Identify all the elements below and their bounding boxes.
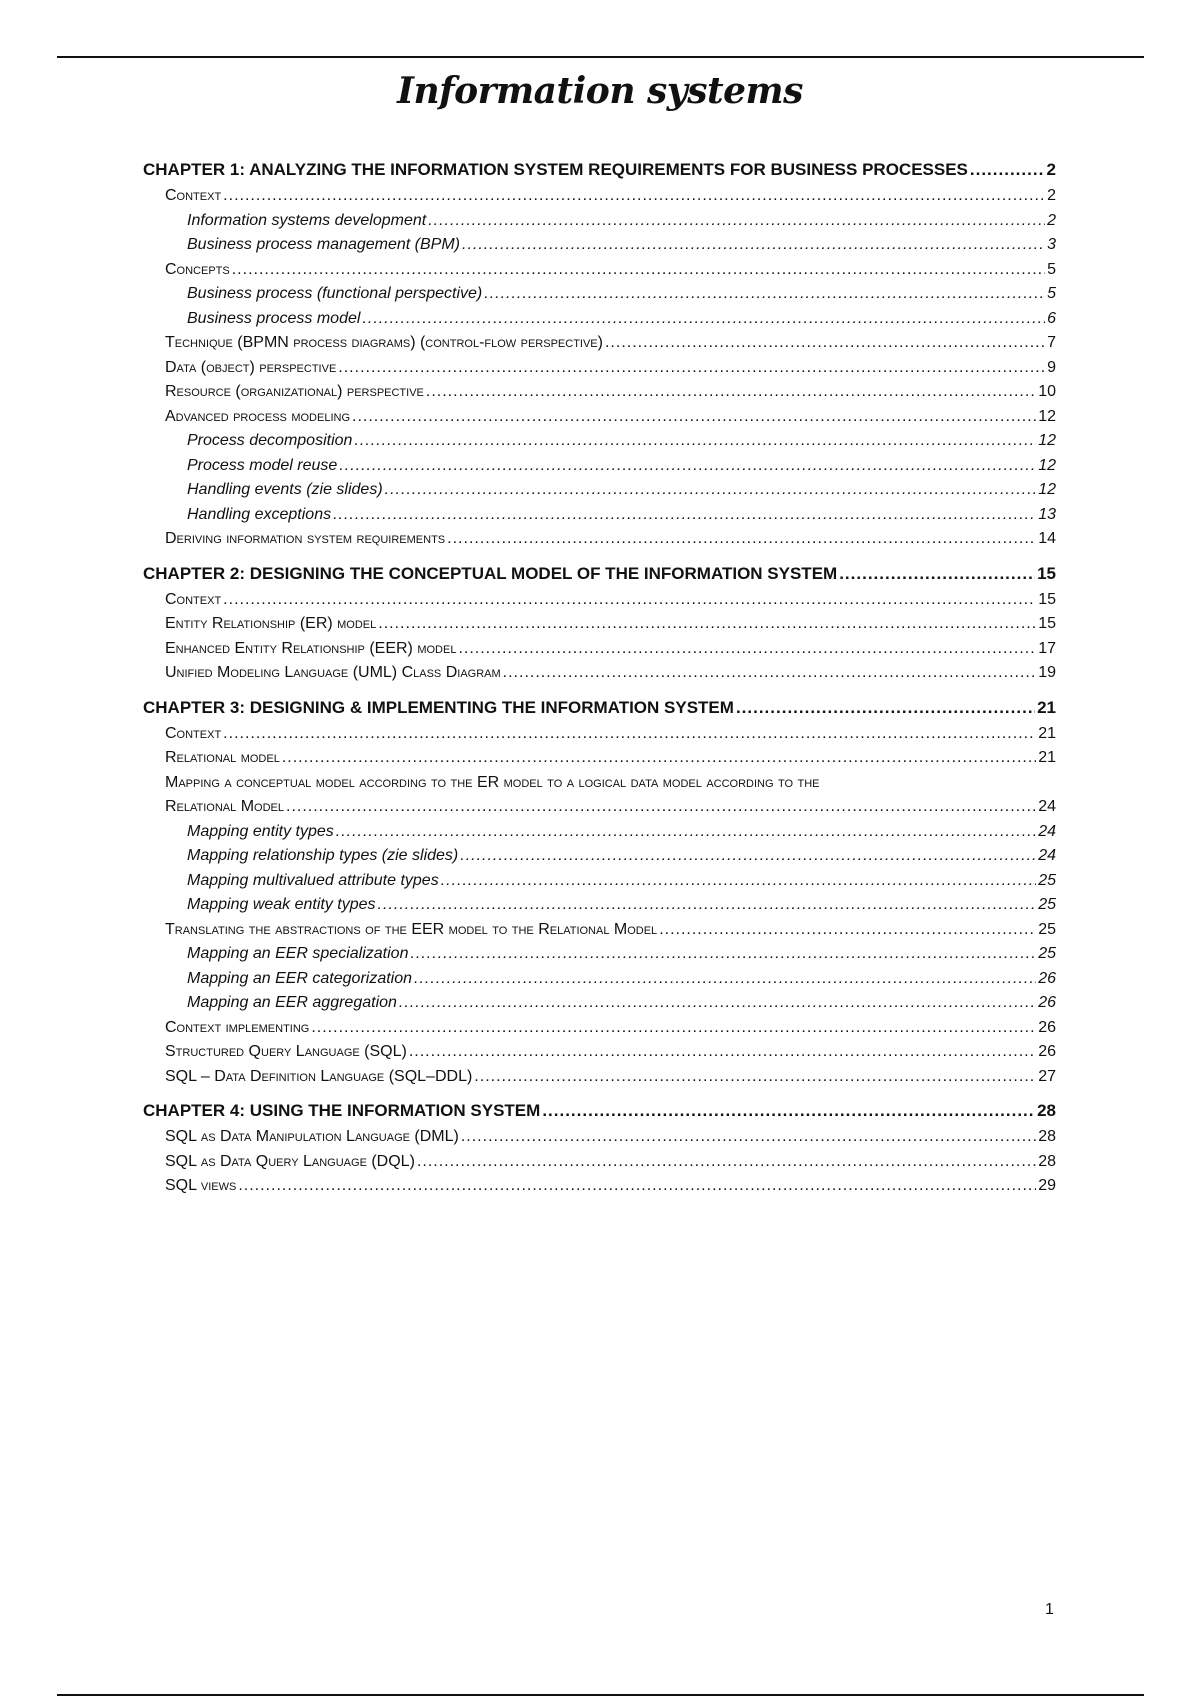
toc-entry[interactable] [143,184,1056,209]
toc-leader [338,356,1045,381]
toc-page: 5 [1047,285,1056,302]
toc-page: 15 [1038,590,1056,608]
toc-entry[interactable] [143,258,1056,283]
toc-chapter-3[interactable] [143,693,1056,722]
toc-label: Mapping entity types [187,822,334,840]
toc-entry[interactable] [143,1125,1056,1150]
toc-label: SQL – Data Definition Language (SQL–DDL) [165,1067,473,1085]
toc-subentry[interactable] [143,991,1056,1016]
toc-leader [417,1150,1036,1175]
toc-label: Entity Relationship (ER) model [165,615,377,632]
toc-label: Business process (functional perspective) [187,285,483,302]
toc-page: 5 [1047,260,1056,278]
toc-label: Mapping an EER specialization [187,945,409,962]
toc-page: 24 [1038,822,1056,840]
toc-label: CHAPTER 3: DESIGNING & IMPLEMENTING THE INFORMATION SYSTEM [143,697,734,717]
toc-leader [399,991,1036,1016]
toc-label: Advanced process modeling [165,407,350,425]
toc-leader [352,405,1036,430]
toc-page: 24 [1038,847,1056,864]
toc-leader [238,1174,1036,1199]
toc-entry[interactable] [143,405,1056,430]
toc-page: 26 [1038,1018,1056,1036]
toc-page: 21 [1037,697,1056,717]
toc-subentry[interactable] [143,454,1056,479]
toc-page: 7 [1047,334,1056,351]
toc-label: Translating the abstractions of the EER model to the Relational Model [165,920,658,938]
toc-label: Mapping multivalued attribute types [187,871,439,889]
toc-label: Business process management (BPM) [187,236,460,253]
toc-page: 25 [1038,945,1056,962]
toc-page: 15 [1037,563,1056,583]
toc-label: Concepts [165,260,230,278]
toc-page: 2 [1046,160,1056,179]
toc-label: SQL as Data Manipulation Language (DML) [165,1128,459,1145]
toc-label: Handling exceptions [187,505,332,523]
toc-entry[interactable] [143,588,1056,613]
toc-label: Structured Query Language (SQL) [165,1043,407,1060]
toc-leader [378,893,1037,918]
toc-page: 21 [1038,724,1056,742]
toc-leader [333,503,1036,528]
toc-leader [336,820,1036,845]
toc-subentry[interactable] [143,844,1056,869]
toc-page: 3 [1047,236,1056,253]
bottom-rule [57,1694,1144,1696]
toc-leader [282,746,1036,771]
toc-label: Process decomposition [187,432,353,449]
toc-subentry[interactable] [143,209,1056,234]
toc-leader [232,258,1045,283]
toc-label: Mapping relationship types (zie slides) [187,847,459,864]
document-title: Information systems [397,70,803,112]
toc-leader [286,795,1036,820]
toc-entry[interactable] [143,637,1056,662]
toc-entry[interactable] [143,661,1056,686]
toc-leader [223,588,1036,613]
toc-subentry[interactable] [143,869,1056,894]
toc-subentry[interactable] [143,478,1056,503]
toc-label: Information systems development [187,211,427,229]
toc-subentry[interactable] [143,429,1056,454]
toc-page: 27 [1038,1067,1056,1085]
toc-leader [447,527,1036,552]
toc-page: 12 [1038,481,1056,498]
toc-label: Context [165,590,222,608]
toc-entry[interactable] [143,722,1056,747]
toc-leader [428,209,1045,234]
toc-label: SQL as Data Query Language (DQL) [165,1152,415,1170]
toc-entry[interactable] [143,1174,1056,1199]
toc-subentry[interactable] [143,282,1056,307]
toc-leader [460,844,1036,869]
toc-label: SQL views [165,1177,237,1194]
toc-leader [462,233,1045,258]
toc-leader [736,693,1035,722]
toc-label: Mapping an EER categorization [187,969,413,987]
toc-leader [414,967,1036,992]
toc-entry[interactable] [143,1040,1056,1065]
toc-subentry[interactable] [143,233,1056,258]
toc-entry[interactable] [143,918,1056,943]
toc-leader [223,722,1036,747]
toc-label: Business process model [187,309,361,327]
toc-subentry[interactable] [143,307,1056,332]
toc-page: 26 [1038,1043,1056,1060]
toc-page: 6 [1047,309,1056,327]
toc-leader [839,559,1035,588]
toc-entry[interactable] [143,527,1056,552]
toc-subentry[interactable] [143,820,1056,845]
toc-page: 28 [1038,1152,1056,1170]
toc-page: 28 [1037,1101,1056,1120]
toc-label: Handling events (zie slides) [187,481,383,498]
toc-label: Mapping weak entity types [187,896,376,913]
toc-leader [458,637,1036,662]
toc-leader [385,478,1037,503]
top-rule [57,56,1144,58]
toc-page: 15 [1038,615,1056,632]
toc-entry[interactable] [143,380,1056,405]
toc-chapter-1[interactable] [143,155,1056,184]
toc-leader [659,918,1036,943]
toc-page: 13 [1038,505,1056,523]
toc-leader [441,869,1037,894]
toc-chapter-2[interactable] [143,559,1056,588]
toc-page: 12 [1038,407,1056,425]
toc-entry[interactable] [143,612,1056,637]
toc-entry[interactable] [143,356,1056,381]
toc-label: Data (object) perspective [165,358,337,376]
toc-leader [223,184,1045,209]
toc-page: 25 [1038,920,1056,938]
toc-page: 26 [1038,969,1056,987]
toc-leader [426,380,1036,405]
toc-entry[interactable] [143,331,1056,356]
toc-page: 14 [1038,530,1056,547]
toc-label: Context [165,187,222,204]
toc-label: Unified Modeling Language (UML) Class Diagram [165,664,501,681]
toc-page: 28 [1038,1128,1056,1145]
toc-page: 2 [1047,187,1056,204]
toc-subentry[interactable] [143,942,1056,967]
toc-subentry[interactable] [143,503,1056,528]
toc-entry-wrapped-line[interactable]: Mapping a conceptual model according to the ER model to a logical data model according to the [165,773,820,791]
toc-leader [970,155,1045,184]
toc-label: Process model reuse [187,456,338,474]
toc-leader [409,1040,1036,1065]
toc-leader [461,1125,1036,1150]
toc-label: Context [165,724,222,742]
toc-leader [339,454,1036,479]
toc-label: CHAPTER 2: DESIGNING THE CONCEPTUAL MODEL OF THE INFORMATION SYSTEM [143,563,838,583]
toc-page: 19 [1038,664,1056,681]
toc-entry[interactable] [143,746,1056,771]
toc-label: Deriving information system requirements [165,530,446,547]
toc-leader [362,307,1045,332]
toc-page: 2 [1047,211,1056,229]
toc-label: Context implementing [165,1018,310,1036]
toc-subentry[interactable] [143,893,1056,918]
toc-page: 10 [1038,383,1056,400]
toc-leader [311,1016,1036,1041]
toc-label: Enhanced Entity Relationship (EER) model [165,639,457,657]
toc-page: 25 [1038,871,1056,889]
toc-label: CHAPTER 4: USING THE INFORMATION SYSTEM [143,1101,541,1120]
toc-label: Relational model [165,749,280,766]
toc-leader [605,331,1045,356]
toc-page: 9 [1047,358,1056,376]
toc-page: 17 [1038,639,1056,657]
toc-page: 21 [1038,749,1056,766]
toc-leader [474,1065,1036,1090]
toc-label: Relational Model [165,798,284,815]
toc-chapter-4[interactable] [143,1096,1056,1125]
page-number: 1 [1045,1601,1054,1618]
toc-label: Technique (BPMN process diagrams) (control-flow perspective) [165,334,603,351]
toc-page: 24 [1038,798,1056,815]
toc-leader [542,1096,1035,1125]
toc-entry[interactable] [143,1150,1056,1175]
toc-page: 26 [1038,994,1056,1011]
toc-entry[interactable] [143,795,1056,820]
toc-page: 12 [1038,456,1056,474]
table-of-contents [143,155,1056,1199]
toc-page: 12 [1038,432,1056,449]
toc-page: 29 [1038,1177,1056,1194]
toc-label: Mapping an EER aggregation [187,994,397,1011]
toc-leader [354,429,1036,454]
toc-label: CHAPTER 1: ANALYZING THE INFORMATION SYSTEM REQUIREMENTS FOR BUSINESS PROCESSES [143,160,968,179]
toc-leader [484,282,1045,307]
toc-leader [503,661,1037,686]
toc-entry[interactable] [143,1065,1056,1090]
toc-label: Resource (organizational) perspective [165,383,424,400]
toc-entry[interactable] [143,1016,1056,1041]
toc-leader [378,612,1036,637]
toc-leader [410,942,1036,967]
toc-subentry[interactable] [143,967,1056,992]
toc-page: 25 [1038,896,1056,913]
